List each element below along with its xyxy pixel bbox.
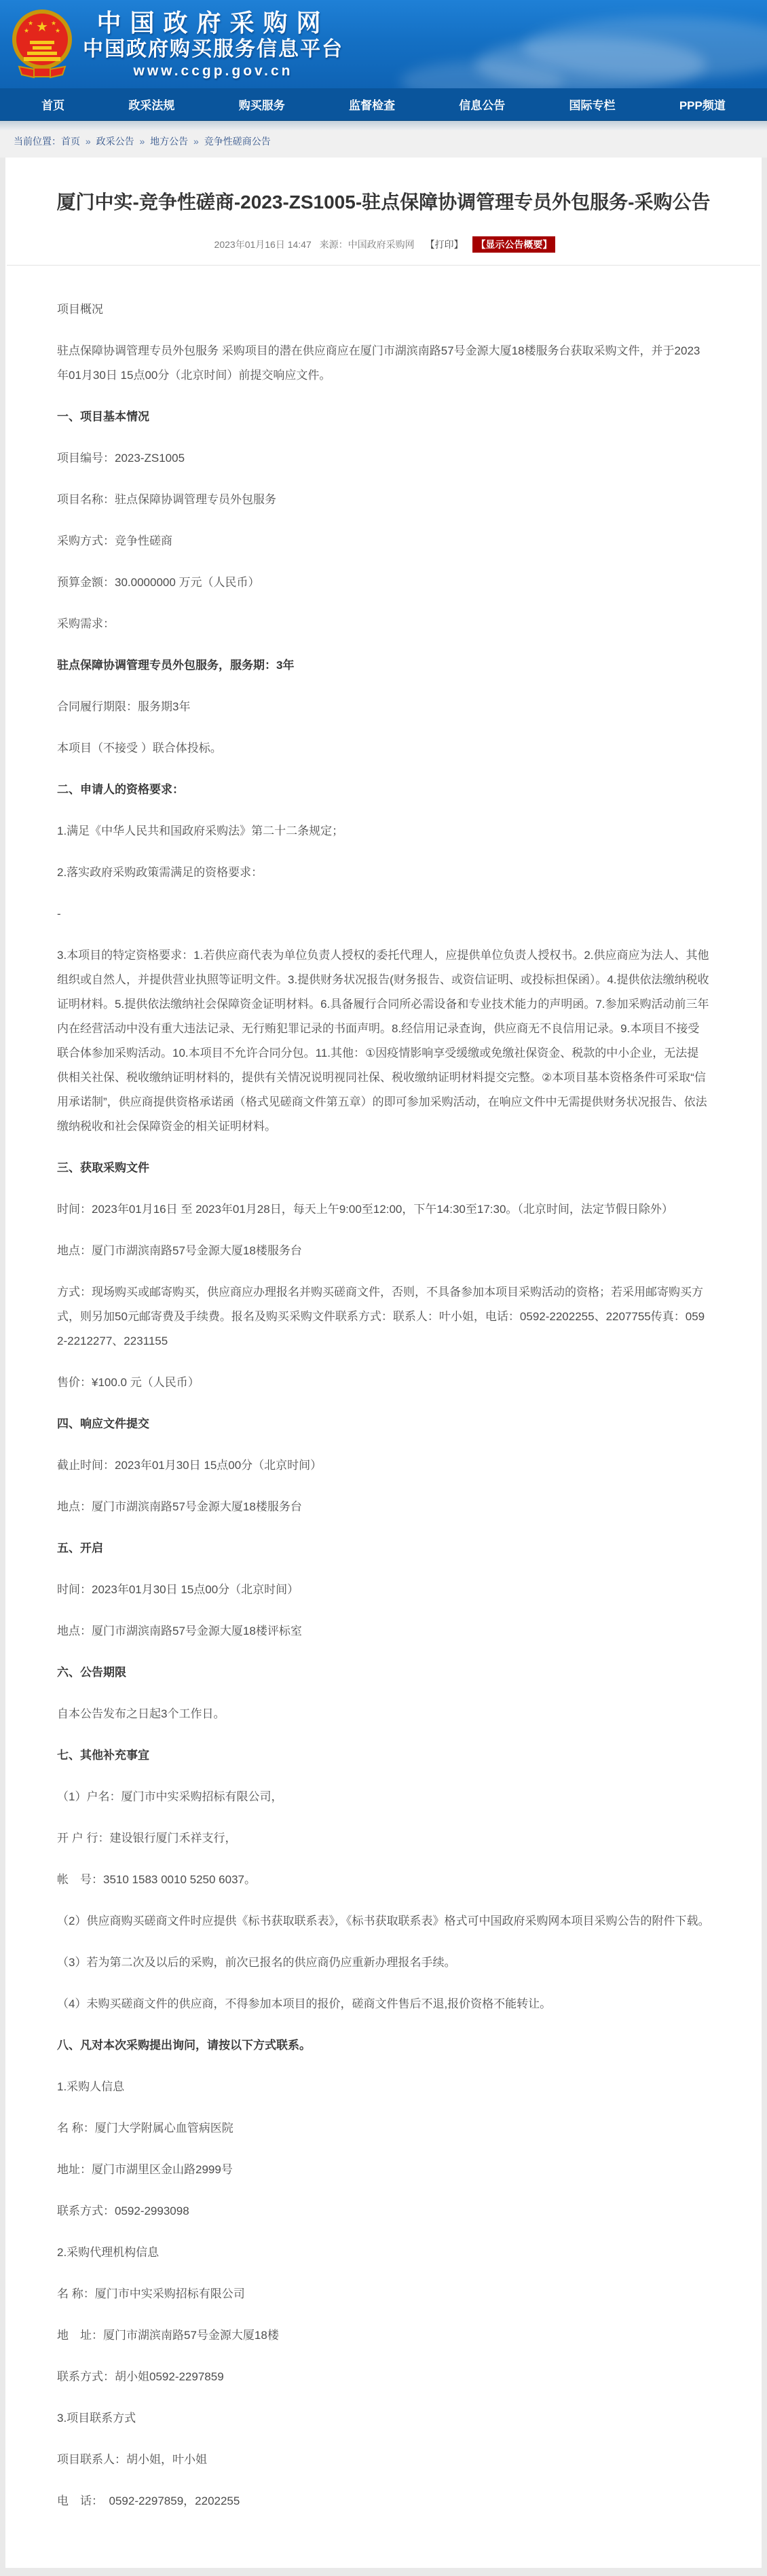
paragraph: 截止时间：2023年01月30日 15点00分（北京时间） <box>57 1459 322 1472</box>
breadcrumb-separator: » <box>83 136 94 147</box>
paragraph: 本项目（不接受 ）联合体投标。 <box>57 742 222 755</box>
breadcrumb-link-home[interactable]: 首页 <box>61 136 80 147</box>
paragraph: 电 话： 0592-2297859，2202255 <box>57 2495 240 2507</box>
site-name: 中国政府采购网 <box>96 8 330 37</box>
paragraph: 1.采购人信息 <box>57 2080 125 2093</box>
paragraph: 自本公告发布之日起3个工作日。 <box>57 1707 225 1720</box>
paragraph: 方式：现场购买或邮寄购买，供应商应办理报名并购买磋商文件，否则，不具备参加本项目采购活动的资格；若采用邮寄购买方式，则另加50元邮寄费及手续费。报名及购买采购文件联系方式：联系人：叶小姐，电话：0592-2202255、2207755传真：0592-2212277、2231155 <box>57 1286 705 1347</box>
paragraph: 地点：厦门市湖滨南路57号金源大厦18楼服务台 <box>57 1244 302 1257</box>
svg-text:★: ★ <box>50 20 57 26</box>
breadcrumb <box>0 130 767 158</box>
breadcrumb-separator: » <box>191 136 202 147</box>
nav-item-policies[interactable]: 政采法规 <box>128 99 175 112</box>
paragraph: （1）户名：厦门市中实采购招标有限公司， <box>57 1790 283 1803</box>
nav-item-notices[interactable]: 信息公告 <box>459 99 506 112</box>
paragraph: 售价：¥100.0 元（人民币） <box>57 1376 200 1389</box>
paragraph: （4）未购买磋商文件的供应商，不得参加本项目的报价，磋商文件售后不退,报价资格不能转让。 <box>57 1997 552 2010</box>
section-heading: 七、其他补充事宜 <box>57 1749 149 1762</box>
paragraph: （3）若为第二次及以后的采购，前次已报名的供应商仍应重新办理报名手续。 <box>57 1956 456 1969</box>
paragraph: 驻点保障协调管理专员外包服务 采购项目的潜在供应商应在厦门市湖滨南路57号金源大厦18楼服务台获取采购文件，并于2023年01月30日 15点00分（北京时间）前提交响应文件。 <box>57 344 700 382</box>
svg-text:★: ★ <box>27 20 34 26</box>
section-heading: 驻点保障协调管理专员外包服务，服务期：3年 <box>57 659 295 672</box>
section-heading: 八、凡对本次采购提出询问，请按以下方式联系。 <box>57 2039 311 2052</box>
announcement-article <box>5 158 762 2568</box>
breadcrumb-label: 当前位置： <box>14 136 61 147</box>
section-heading: 一、项目基本情况 <box>57 410 149 423</box>
paragraph: 帐 号：3510 1583 0010 5250 6037。 <box>57 1873 256 1886</box>
nav-item-ppp-channel[interactable]: PPP频道 <box>679 99 726 112</box>
site-subtitle: 中国政府购买服务信息平台 <box>83 37 343 60</box>
site-header <box>0 0 767 88</box>
breadcrumb-links <box>61 136 271 147</box>
breadcrumb-separator: » <box>136 136 148 147</box>
svg-text:★: ★ <box>54 27 61 34</box>
breadcrumb-link-procurement-notices[interactable]: 政采公告 <box>96 136 134 147</box>
nav-item-home[interactable]: 首页 <box>41 99 65 112</box>
page-title: 厦门中实-竞争性磋商-2023-ZS1005-驻点保障协调管理专员外包服务-采购公告 <box>56 192 711 213</box>
site-logo-text <box>83 9 343 81</box>
section-heading: 三、获取采购文件 <box>57 1161 149 1174</box>
paragraph: 项目编号：2023-ZS1005 <box>57 452 185 465</box>
paragraph: 开 户 行：建设银行厦门禾祥支行， <box>57 1832 237 1845</box>
subheader-gradient <box>0 121 767 130</box>
paragraph: 联系方式：胡小姐0592-2297859 <box>57 2370 224 2383</box>
paragraph: 3.本项目的特定资格要求：1.若供应商代表为单位负责人授权的委托代理人，应提供单位负责人授权书。2.供应商应为法人、其他组织或自然人，并提供营业执照等证明文件。3.提供财务状况报告(财务报告、或资信证明、或投标担保函）。4.提供依法缴纳税收证明材料。5.提供依法缴纳社会保障资金证明材料。6.具备履行合同所必需设备和专业技术能力的声明函。7.参加采购活动前三年内在经营活动中没有重大违法记录、无行贿犯罪记录的书面声明。8.经信用记录查询，供应商无不良信用记录。9.本项目不接受联合体参加采购活动。10.本项目不允许合同分包。11.其他：①因疫情影响享受缓缴或免缴社保资金、税款的中小企业，无法提供相关社保、税收缴纳证明材料的，提供有关情况说明视同社保、税收缴纳证明材料提交完整。②本项目基本资格条件可采取“信用承诺制”，供应商提供资格承诺函（格式见磋商文件第五章）的即可参加采购活动，在响应文件中无需提供财务状况报告、依法缴纳税收和社会保障资金的相关证明材料。 <box>57 949 709 1133</box>
paragraph: 时间：2023年01月16日 至 2023年01月28日，每天上午9:00至12:00，下午14:30至17:30。（北京时间，法定节假日除外） <box>57 1203 673 1216</box>
site-logo[interactable] <box>11 7 343 82</box>
svg-text:★: ★ <box>23 27 30 34</box>
paragraph: 项目概况 <box>57 303 103 316</box>
breadcrumb-link-local-notices[interactable]: 地方公告 <box>150 136 189 147</box>
paragraph: - <box>57 907 61 920</box>
paragraph: 预算金额：30.0000000 万元（人民币） <box>57 576 260 589</box>
paragraph: 2.落实政府采购政策需满足的资格要求： <box>57 866 263 879</box>
article-body <box>5 266 762 2514</box>
print-button[interactable]: 【打印】 <box>425 239 464 250</box>
article-source: 来源：中国政府采购网 <box>319 239 415 250</box>
paragraph: 项目联系人：胡小姐，叶小姐 <box>57 2453 207 2466</box>
site-url: www.ccgp.gov.cn <box>133 62 293 79</box>
paragraph: 名 称：厦门大学附属心血管病医院 <box>57 2122 233 2135</box>
paragraph: 名 称：厦门市中实采购招标有限公司 <box>57 2287 245 2300</box>
paragraph: 采购需求： <box>57 617 115 630</box>
svg-text:★: ★ <box>36 20 48 35</box>
article-meta <box>5 236 762 265</box>
paragraph: 项目名称：驻点保障协调管理专员外包服务 <box>57 493 276 506</box>
paragraph: 时间：2023年01月30日 15点00分（北京时间） <box>57 1583 299 1596</box>
nav-item-international[interactable]: 国际专栏 <box>569 99 616 112</box>
paragraph: 地 址：厦门市湖滨南路57号金源大厦18楼 <box>57 2329 279 2342</box>
paragraph: 地点：厦门市湖滨南路57号金源大厦18楼服务台 <box>57 1500 302 1513</box>
paragraph: 1.满足《中华人民共和国政府采购法》第二十二条规定； <box>57 824 344 837</box>
national-emblem-icon <box>11 7 73 82</box>
show-summary-button[interactable]: 【显示公告概要】 <box>472 236 555 253</box>
paragraph: 2.采购代理机构信息 <box>57 2246 160 2259</box>
paragraph: 联系方式：0592-2993098 <box>57 2205 189 2217</box>
nav-item-purchase-services[interactable]: 购买服务 <box>238 99 285 112</box>
paragraph: 3.项目联系方式 <box>57 2412 136 2425</box>
paragraph: 地址：厦门市湖里区金山路2999号 <box>57 2163 233 2176</box>
breadcrumb-link-competitive-negotiation-notices[interactable]: 竞争性磋商公告 <box>204 136 271 147</box>
publish-datetime: 2023年01月16日 14:47 <box>214 239 312 250</box>
section-heading: 四、响应文件提交 <box>57 1417 149 1430</box>
main-nav <box>0 88 767 121</box>
paragraph: 采购方式：竞争性磋商 <box>57 534 172 547</box>
paragraph: 合同履行期限：服务期3年 <box>57 700 191 713</box>
section-heading: 五、开启 <box>57 1542 103 1555</box>
section-heading: 六、公告期限 <box>57 1666 126 1679</box>
nav-item-supervision[interactable]: 监督检查 <box>348 99 395 112</box>
paragraph: （2）供应商购买磋商文件时应提供《标书获取联系表》，《标书获取联系表》格式可中国政府采购网本项目采购公告的附件下载。 <box>57 1915 710 1927</box>
paragraph: 地点：厦门市湖滨南路57号金源大厦18楼评标室 <box>57 1625 302 1637</box>
section-heading: 二、申请人的资格要求： <box>57 783 184 796</box>
